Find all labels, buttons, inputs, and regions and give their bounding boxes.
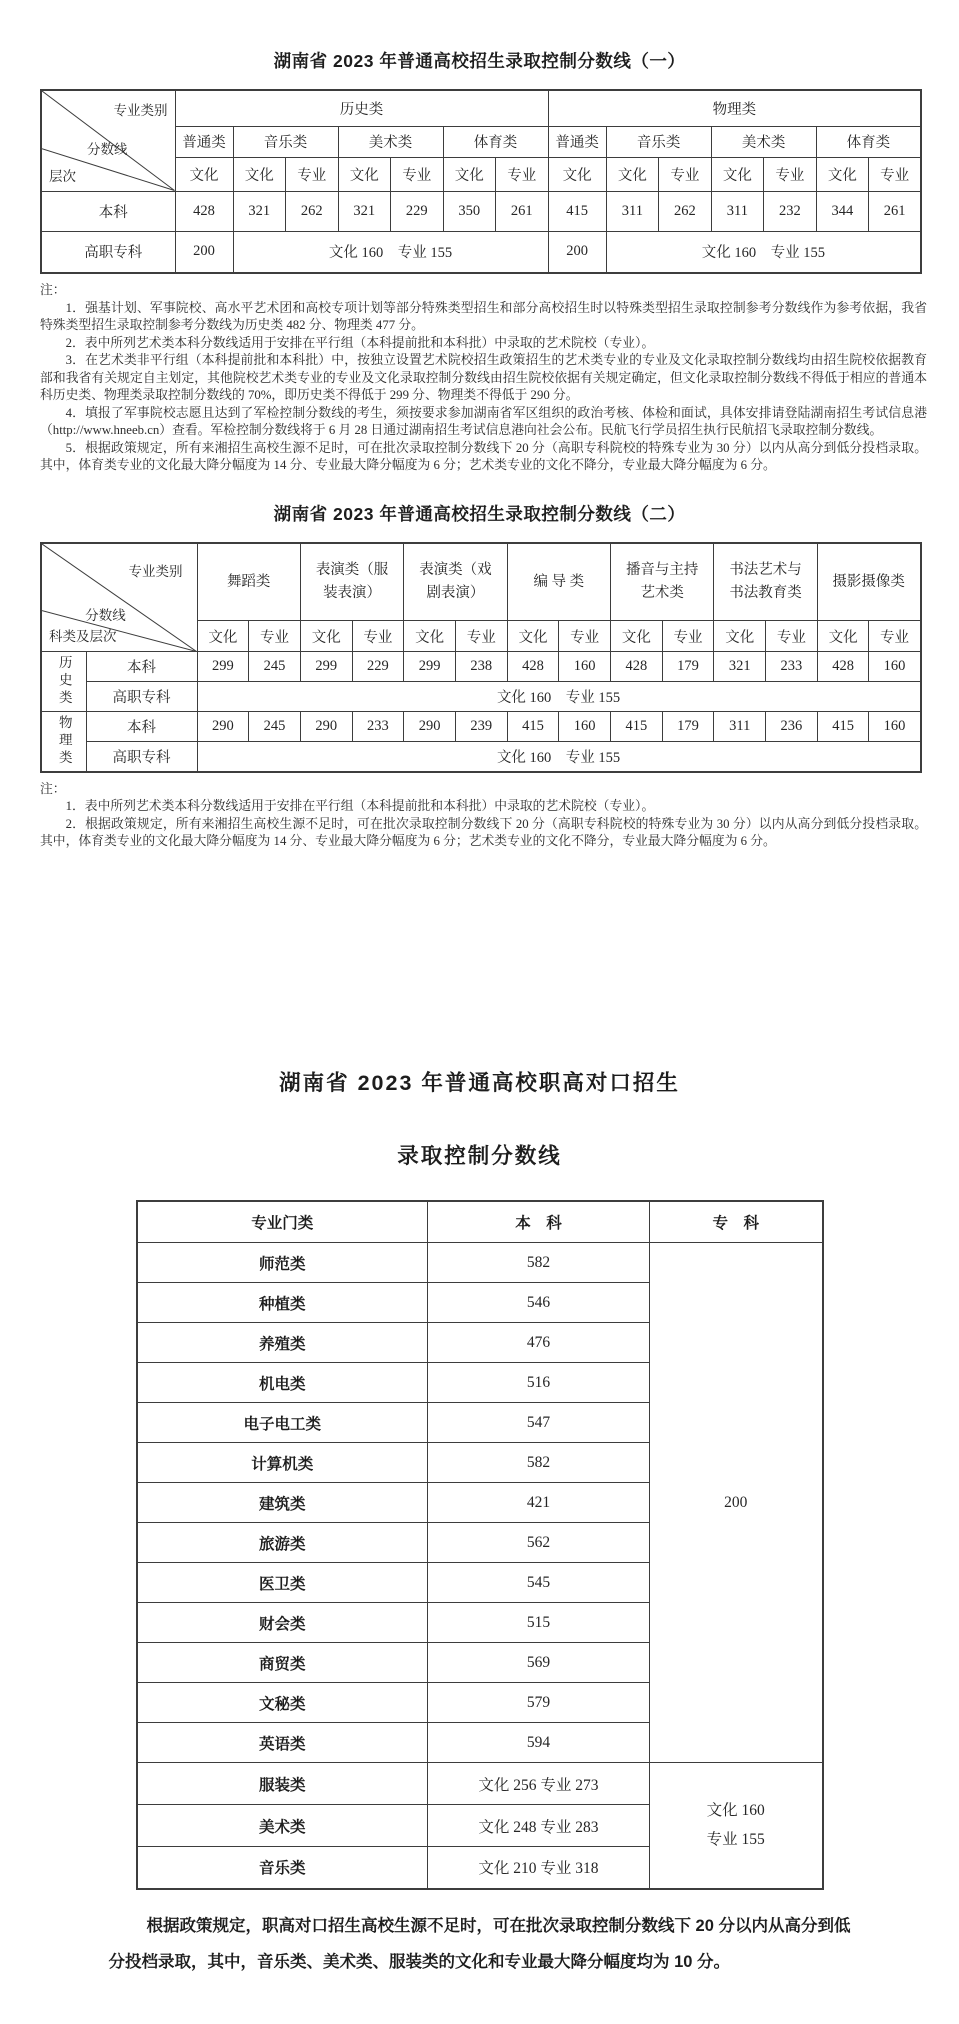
table-row xyxy=(137,1243,823,1283)
table-row xyxy=(41,652,921,682)
score-cell: 321 xyxy=(233,191,286,231)
table-row xyxy=(41,191,921,231)
col-header: 文化 xyxy=(507,621,559,652)
col-header: 文化 xyxy=(711,157,764,191)
corner-label-scoreline: 分数线 xyxy=(87,141,128,157)
score-cell: 344 xyxy=(816,191,869,231)
table-row xyxy=(41,682,921,712)
category-label: 英语类 xyxy=(137,1723,428,1763)
score-cell: 421 xyxy=(428,1483,650,1523)
col-header-junior-college: 专 科 xyxy=(650,1201,823,1243)
score-cell: 350 xyxy=(443,191,496,231)
score-cell: 232 xyxy=(764,191,817,231)
category-label: 计算机类 xyxy=(137,1443,428,1483)
table-row xyxy=(41,231,921,273)
corner-label-category: 专业类别 xyxy=(128,563,183,579)
score-cell: 262 xyxy=(659,191,712,231)
corner-label-level: 层次 xyxy=(49,168,76,184)
col-header: 文化 xyxy=(175,157,233,191)
category-label: 旅游类 xyxy=(137,1523,428,1563)
score-cell: 160 xyxy=(559,712,611,742)
col-header: 专业 xyxy=(455,621,507,652)
score-cell: 546 xyxy=(428,1283,650,1323)
category-label: 机电类 xyxy=(137,1363,428,1403)
col-header: 文化 xyxy=(817,621,869,652)
subgroup-header: 体育类 xyxy=(816,126,921,157)
score-line: 文化 160 xyxy=(706,1801,765,1819)
score-cell: 233 xyxy=(766,652,818,682)
col-header: 专业 xyxy=(391,157,444,191)
score-cell: 229 xyxy=(391,191,444,231)
col-header: 文化 xyxy=(611,621,663,652)
col-header: 专业 xyxy=(764,157,817,191)
category-label: 文秘类 xyxy=(137,1683,428,1723)
col-header: 专业 xyxy=(662,621,714,652)
note-item: 1．强基计划、军事院校、高水平艺术团和高校专项计划等部分特殊类型招生和部分高校招生时以特殊类型招生录取控制参考分数线作为参考依据，我省特殊类型招生录取控制参考分数线为历史类 482 分、物理类 477 分。 xyxy=(40,300,927,332)
score-cell: 545 xyxy=(428,1563,650,1603)
score-cell: 299 xyxy=(300,652,352,682)
score-cell: 261 xyxy=(869,191,922,231)
score-cell: 160 xyxy=(559,652,611,682)
document-page xyxy=(0,48,959,1980)
col-header: 专业 xyxy=(286,157,339,191)
subgroup-header: 音乐类 xyxy=(233,126,338,157)
score-cell: 229 xyxy=(352,652,404,682)
score-cell: 299 xyxy=(404,652,456,682)
score-cell: 582 xyxy=(428,1443,650,1483)
col-header: 文化 xyxy=(816,157,869,191)
score-cell: 428 xyxy=(507,652,559,682)
col-header: 文化 xyxy=(606,157,659,191)
col-header: 文化 xyxy=(233,157,286,191)
vertical-label: 历史类 xyxy=(56,655,72,708)
score-span-cell: 文化 160 专业 155 xyxy=(233,231,548,273)
notes-label: 注： xyxy=(40,283,66,297)
score-cell: 160 xyxy=(869,652,921,682)
score-cell: 516 xyxy=(428,1363,650,1403)
col-header: 文化 xyxy=(300,621,352,652)
row-label-vocational: 高职专科 xyxy=(41,231,175,273)
score-cell: 179 xyxy=(662,712,714,742)
score-span-cell: 文化 160 专业 155 xyxy=(606,231,921,273)
col-header: 专业 xyxy=(869,157,922,191)
score-line: 专业 155 xyxy=(706,1831,765,1849)
col-header: 专业 xyxy=(659,157,712,191)
score-cell: 415 xyxy=(507,712,559,742)
score-cell: 547 xyxy=(428,1403,650,1443)
score-cell: 415 xyxy=(817,712,869,742)
score-cell: 415 xyxy=(548,191,606,231)
category-label: 财会类 xyxy=(137,1603,428,1643)
score-cell: 428 xyxy=(817,652,869,682)
table3-vocational-table xyxy=(136,1200,824,1890)
score-cell: 文化 248 专业 283 xyxy=(428,1805,650,1847)
table1-title: 湖南省 2023 年普通高校招生录取控制分数线（一） xyxy=(273,51,686,71)
score-cell: 290 xyxy=(197,712,249,742)
diagonal-header-cell xyxy=(41,90,175,191)
score-span-cell: 文化 160 专业 155 xyxy=(197,742,921,772)
major-header-calligraphy: 书法艺术与书法教育类 xyxy=(714,543,817,621)
row-label-undergraduate: 本科 xyxy=(86,652,197,682)
major-header-directing: 编 导 类 xyxy=(507,543,610,621)
score-cell: 582 xyxy=(428,1243,650,1283)
score-cell: 文化 210 专业 318 xyxy=(428,1847,650,1889)
score-cell: 160 xyxy=(869,712,921,742)
col-header: 专业 xyxy=(766,621,818,652)
note-item: 5．根据政策规定，所有来湘招生高校生源不足时，可在批次录取控制分数线下 20 分（高职专科院校的特殊专业为 30 分）以内从高分到低分投档录取。其中，体育类专业的文化最大降分幅度为 14 分、专业最大降分幅度为 6 分；艺术类专业的文化不降分，专业最大降分幅度为 6 分。 xyxy=(40,440,927,472)
score-cell: 562 xyxy=(428,1523,650,1563)
group-header-history: 历史类 xyxy=(175,90,548,126)
table2-notes xyxy=(40,781,927,851)
score-cell: 238 xyxy=(455,652,507,682)
score-cell: 569 xyxy=(428,1643,650,1683)
score-span-cell: 文化 160 专业 155 xyxy=(197,682,921,712)
table-row xyxy=(41,90,921,126)
score-cell: 594 xyxy=(428,1723,650,1763)
category-label: 医卫类 xyxy=(137,1563,428,1603)
table-row xyxy=(41,543,921,621)
corner-label-category: 专业类别 xyxy=(113,103,168,118)
row-label-undergraduate: 本科 xyxy=(41,191,175,231)
score-cell: 261 xyxy=(496,191,549,231)
row-group-physics xyxy=(41,712,86,772)
col-header-undergraduate: 本 科 xyxy=(428,1201,650,1243)
subgroup-header: 体育类 xyxy=(443,126,548,157)
score-cell: 245 xyxy=(249,652,301,682)
col-header: 文化 xyxy=(338,157,391,191)
subgroup-header: 普通类 xyxy=(175,126,233,157)
score-cell: 428 xyxy=(611,652,663,682)
row-label-undergraduate: 本科 xyxy=(86,712,197,742)
score-cell: 245 xyxy=(249,712,301,742)
major-header-performance-drama: 表演类（戏剧表演） xyxy=(404,543,507,621)
score-cell: 290 xyxy=(404,712,456,742)
subgroup-header: 美术类 xyxy=(338,126,443,157)
score-cell: 文化 256 专业 273 xyxy=(428,1763,650,1805)
category-label: 美术类 xyxy=(137,1805,428,1847)
score-cell: 179 xyxy=(662,652,714,682)
table-row xyxy=(41,742,921,772)
note-item: 1．表中所列艺术类本科分数线适用于安排在平行组（本科提前批和本科批）中录取的艺术院校（专业）。 xyxy=(65,799,655,813)
col-header: 专业 xyxy=(559,621,611,652)
row-group-history xyxy=(41,652,86,712)
subgroup-header: 普通类 xyxy=(548,126,606,157)
col-header: 专业 xyxy=(496,157,549,191)
score-cell: 321 xyxy=(714,652,766,682)
major-header-photography: 摄影摄像类 xyxy=(817,543,920,621)
table3-note: 根据政策规定，职高对口招生高校生源不足时，可在批次录取控制分数线下 20 分以内从高分到低分投档录取，其中，音乐类、美术类、服装类的文化和专业最大降分幅度均为 10 分。 xyxy=(108,1916,851,1971)
col-header: 专业 xyxy=(249,621,301,652)
table3-title-line2: 录取控制分数线 xyxy=(397,1143,562,1168)
score-cell: 236 xyxy=(766,712,818,742)
row-label-vocational: 高职专科 xyxy=(86,742,197,772)
vertical-label: 物理类 xyxy=(56,715,72,768)
category-label: 建筑类 xyxy=(137,1483,428,1523)
category-label: 商贸类 xyxy=(137,1643,428,1683)
score-cell: 239 xyxy=(455,712,507,742)
score-cell: 321 xyxy=(338,191,391,231)
category-label: 养殖类 xyxy=(137,1323,428,1363)
corner-label-level: 科类及层次 xyxy=(49,629,117,644)
table-row xyxy=(137,1763,823,1805)
table2-score-table xyxy=(40,542,922,773)
score-cell: 233 xyxy=(352,712,404,742)
score-cell: 299 xyxy=(197,652,249,682)
major-header-dance: 舞蹈类 xyxy=(197,543,300,621)
score-cell: 262 xyxy=(286,191,339,231)
score-cell: 311 xyxy=(606,191,659,231)
junior-college-art-score-cell xyxy=(650,1763,823,1889)
col-header: 专业 xyxy=(352,621,404,652)
score-cell: 290 xyxy=(300,712,352,742)
table2-title: 湖南省 2023 年普通高校招生录取控制分数线（二） xyxy=(273,503,686,524)
score-cell: 579 xyxy=(428,1683,650,1723)
col-header: 文化 xyxy=(404,621,456,652)
col-header: 文化 xyxy=(548,157,606,191)
table1-score-table xyxy=(40,89,922,274)
major-header-performance-fashion: 表演类（服装表演） xyxy=(300,543,403,621)
notes-label: 注： xyxy=(40,781,66,796)
table-row xyxy=(137,1201,823,1243)
category-label: 音乐类 xyxy=(137,1847,428,1889)
subgroup-header: 音乐类 xyxy=(606,126,711,157)
col-header: 专业 xyxy=(869,621,921,652)
score-cell: 311 xyxy=(711,191,764,231)
category-label: 种植类 xyxy=(137,1283,428,1323)
col-header: 文化 xyxy=(197,621,249,652)
category-label: 电子电工类 xyxy=(137,1403,428,1443)
subgroup-header: 美术类 xyxy=(711,126,816,157)
table3-title-line1: 湖南省 2023 年普通高校职高对口招生 xyxy=(279,1070,680,1095)
note-item: 4．填报了军事院校志愿且达到了军检控制分数线的考生，须按要求参加湖南省军区组织的政治考核、体检和面试，具体安排请登陆湖南招生考试信息港（http://www.hneeb.cn）查看。军检控制分数线将于 6 月 28 日通过湖南招生考试信息港向社会公布。民航飞行学员招生执行民航招飞录取控制分数线。 xyxy=(40,405,927,437)
category-label: 服装类 xyxy=(137,1763,428,1805)
col-header-category: 专业门类 xyxy=(137,1201,428,1243)
table1-notes xyxy=(40,282,927,475)
note-item: 3．在艺术类非平行组（本科提前批和本科批）中，按独立设置艺术院校招生政策招生的艺术类专业的专业及文化录取控制分数线均由招生院校依据教育部和我省有关规定自主划定，其他院校艺术类专业的专业及文化录取控制分数线由招生院校依据有关规定确定，但文化录取控制分数线不得低于相应的普通本科历史类、物理类录取控制分数线的 70%，即历史类不得低于 299 分、物理类不得低于 290 分。 xyxy=(40,353,927,402)
score-cell: 428 xyxy=(175,191,233,231)
col-header: 文化 xyxy=(443,157,496,191)
corner-label-scoreline: 分数线 xyxy=(85,607,126,623)
major-header-broadcasting: 播音与主持艺术类 xyxy=(611,543,714,621)
score-cell: 200 xyxy=(175,231,233,273)
group-header-physics: 物理类 xyxy=(548,90,921,126)
col-header: 文化 xyxy=(714,621,766,652)
score-cell: 311 xyxy=(714,712,766,742)
score-cell: 515 xyxy=(428,1603,650,1643)
score-cell: 200 xyxy=(548,231,606,273)
note-item: 2．根据政策规定，所有来湘招生高校生源不足时，可在批次录取控制分数线下 20 分（高职专科院校的特殊专业为 30 分）以内从高分到低分投档录取。其中，体育类专业的文化最大降分幅度为 14 分、专业最大降分幅度为 6 分；艺术类专业的文化不降分，专业最大降分幅度为 6 分。 xyxy=(40,816,927,848)
junior-college-score-cell: 200 xyxy=(650,1243,823,1763)
note-item: 2．表中所列艺术类本科分数线适用于安排在平行组（本科提前批和本科批）中录取的艺术院校（专业）。 xyxy=(65,335,655,350)
category-label: 师范类 xyxy=(137,1243,428,1283)
score-cell: 415 xyxy=(611,712,663,742)
table-row xyxy=(41,712,921,742)
diagonal-header-cell xyxy=(41,543,197,652)
score-cell: 476 xyxy=(428,1323,650,1363)
row-label-vocational: 高职专科 xyxy=(86,682,197,712)
